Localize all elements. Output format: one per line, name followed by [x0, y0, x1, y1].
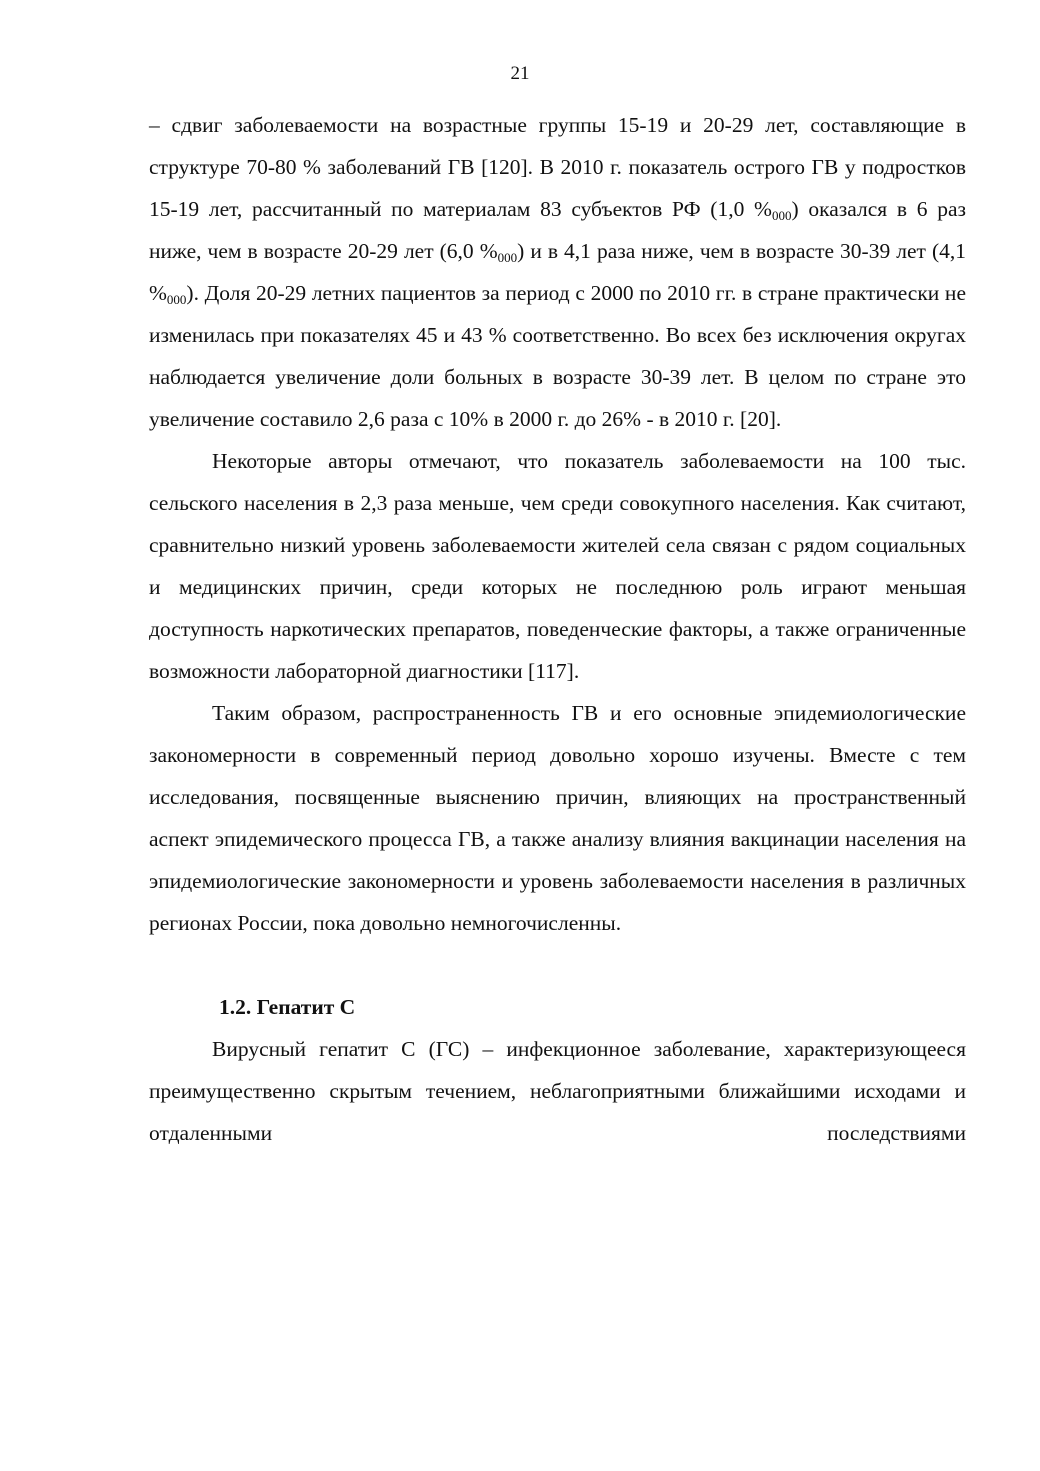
- page-number: 21: [510, 63, 530, 84]
- paragraph-rural-incidence: Некоторые авторы отмечают, что показатель заболеваемости на 100 тыс. сельского населения в 2,3 раза меньше, чем среди совокупного населения. Как считают, сравнительно низкий уровень заболеваемости жителей села связан с рядом социальных и медицинских причин, среди которых не последнюю роль играют меньшая доступность наркотических препаратов, поведенческие факторы, а также ограниченные возможности лабораторной диагностики [117].: [149, 449, 966, 683]
- paragraph-hepatitis-c: Вирусный гепатит С (ГС) – инфекционное заболевание, характеризующееся преимущественно скрытым течением, неблагоприятными ближайшими исходами и отдаленными последствиями: [149, 1037, 966, 1145]
- per-100000-subscript: 000: [497, 250, 518, 265]
- per-100000-subscript: 000: [166, 292, 187, 307]
- section-heading: 1.2. Гепатит С: [219, 995, 356, 1019]
- paragraph-text: ) оказался в 6 раз ниже, чем в возрасте 20-29 лет (6,0 %: [149, 197, 966, 263]
- paragraph-age-shift: [149, 104, 966, 440]
- document-body: [149, 104, 966, 1154]
- paragraph-text: – сдвиг заболеваемости на возрастные группы 15-19 и 20-29 лет, составляющие в структуре 70-80 % заболеваний ГВ [120]. В 2010 г. показатель острого ГВ у подростков 15-19 лет, рассчитанный по материалам 83 субъектов РФ (1,0 %: [149, 113, 966, 221]
- per-100000-subscript: 000: [771, 208, 792, 223]
- paragraph-conclusion: Таким образом, распространенность ГВ и его основные эпидемиологические закономерности в современный период довольно хорошо изучены. Вместе с тем исследования, посвященные выяснению причин, влияющих на пространственный аспект эпидемического процесса ГВ, а также анализу влияния вакцинации населения на эпидемиологические закономерности и уровень заболеваемости населения в различных регионах России, пока довольно немногочисленны.: [149, 701, 966, 935]
- paragraph-text: ) и в 4,1 раза ниже, чем в возрасте 30-39 лет (4,1 %: [149, 239, 966, 305]
- paragraph-text: ). Доля 20-29 летних пациентов за период с 2000 по 2010 гг. в стране практически не изменилась при показателях 45 и 43 % соответственно. Во всех без исключения округах наблюдается увеличение доли больных в возрасте 30-39 лет. В целом по стране это увеличение составило 2,6 раза с 10% в 2000 г. до 26% - в 2010 г. [20].: [149, 281, 966, 431]
